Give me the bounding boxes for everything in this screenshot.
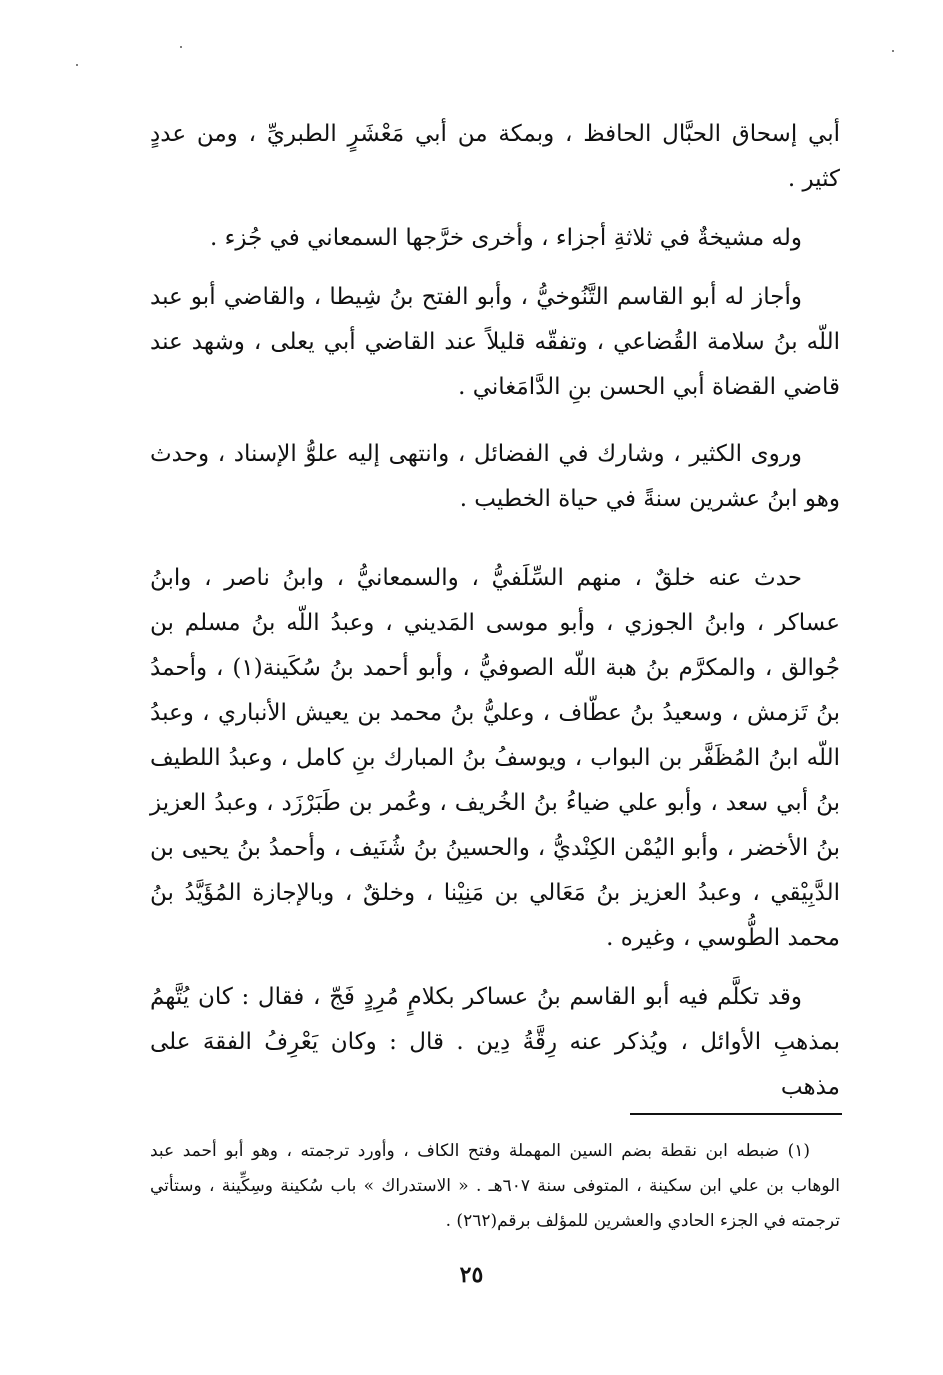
footnote: (١) ضبطه ابن نقطة بضم السين المهملة وفتح الكاف ، وأورد ترجمته ، وهو أبو أحمد عبد الوهاب بن علي ابن سكينة ، المتوفى سنة ٦٠٧هـ . « الاستدراك » باب سُكينة وسِكِّينة ، وستأتي ترجمته في الجزء الحادي والعشرين للمؤلف برقم(٢٦٢) . <box>150 1141 841 1231</box>
footnotes <box>150 1134 840 1239</box>
scan-speck <box>76 64 78 66</box>
footnote-divider <box>630 1113 842 1115</box>
paragraph: أبي إسحاق الحبَّال الحافظ ، وبمكة من أبي مَعْشَرٍ الطبريِّ ، ومن عددٍ كثير . <box>150 121 840 192</box>
main-text <box>150 112 840 1110</box>
paragraph: حدث عنه خلقٌ ، منهم السِّلَفيُّ ، والسمعانيُّ ، وابنُ ناصر ، وابنُ عساكر ، وابنُ الجوزي ، وأبو موسى المَديني ، وعبدُ اللّه بنُ مسلم بن جُوالق ، والمكرَّم بنُ هبة اللّه الصوفيُّ ، وأبو أحمد بنُ سُكَينة(١) ، وأحمدُ بنُ تَزمش ، وسعيدُ بنُ عطّاف ، وعليُّ بنُ محمد بن يعيش الأنباري ، وعبدُ اللّه ابنُ المُظَفَّر بن البواب ، ويوسفُ بنُ المبارك بنِ كامل ، وعبدُ اللطيف بنُ أبي سعد ، وأبو علي ضياءُ بنُ الخُريف ، وعُمر بن طَبَرْزَد ، وعبدُ العزيز بنُ الأخضر ، وأبو اليُمْن الكِنْديُّ ، والحسينُ بنُ شُنَيف ، وأحمدُ بنُ يحيى بن الدَّبِيْقي ، وعبدُ العزيز بنُ مَعَالي بن مَنِيْنا ، وخلقٌ ، وبالإجازة المُؤَيَّدُ بنُ محمد الطُّوسي ، وغيره . <box>150 565 840 951</box>
paragraph: وروى الكثير ، وشارك في الفضائل ، وانتهى إليه علوُّ الإسناد ، وحدث وهو ابنُ عشرين سنةً في حياة الخطيب . <box>150 441 840 512</box>
paragraph: وله مشيخةٌ في ثلاثةِ أجزاء ، وأخرى خرَّجها السمعاني في جُزء . <box>209 225 802 251</box>
paragraph: وقد تكلَّم فيه أبو القاسم بنُ عساكر بكلامٍ مُرِدٍ فَجّ ، فقال : كان يُتَّهمُ بمذهبِ الأوائل ، ويُذكر عنه رِقَّةُ دِين . قال : وكان يَعْرِفُ الفقهَ على مذهب <box>150 984 840 1100</box>
scan-speck <box>892 50 894 52</box>
scan-speck <box>180 46 182 48</box>
paragraph: وأجاز له أبو القاسم التَّنُوخيُّ ، وأبو الفتح بنُ شِيطا ، والقاضي أبو عبد اللّه بنُ سلامة القُضاعي ، وتفقّه قليلاً عند القاضي أبي يعلى ، وشهد عند قاضي القضاة أبي الحسن بنِ الدَّامَغاني . <box>150 284 840 400</box>
page-number: ٢٥ <box>459 1262 484 1288</box>
